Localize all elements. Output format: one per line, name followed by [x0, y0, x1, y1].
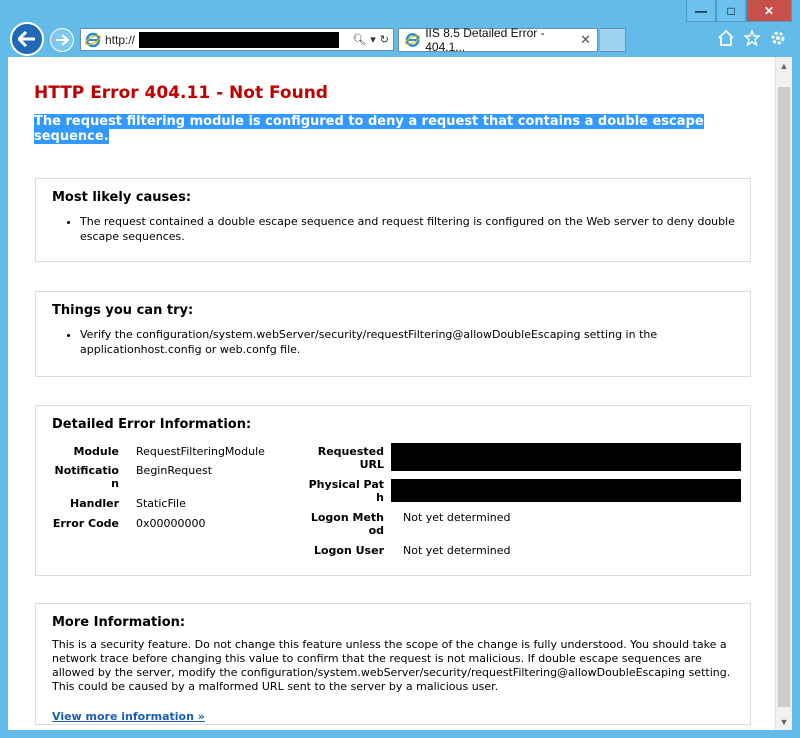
maximize-button[interactable]: □ — [716, 0, 746, 22]
address-bar[interactable] — [80, 28, 394, 51]
handler-label: Handler — [70, 497, 119, 510]
more-body: This is a security feature. Do not change this feature unless the scope of the change is fully understood. You should take a network trace before changing this value to confirm that the request is not malicious. If double escape sequences are allowed by the server, modify the configuration/system.webServer/security/requestFiltering@allowDoubleEscaping setting. This could be caused by a malformed URL sent to the server by a malicious user. — [52, 638, 731, 693]
ie-logo-icon — [85, 32, 101, 48]
scroll-down-icon[interactable]: ▼ — [779, 716, 789, 727]
error-code-value: 0x00000000 — [136, 517, 206, 530]
try-panel — [35, 291, 751, 377]
more-heading: More Information: — [52, 615, 186, 630]
toolbar-icons — [718, 29, 786, 47]
details-panel — [35, 405, 751, 576]
logon-method-value: Not yet determined — [403, 511, 511, 524]
list-item: • The request contained a double escape sequence and request filtering is configured on the Web server to deny double escape sequences. — [80, 214, 736, 244]
address-tools — [352, 33, 393, 46]
page-viewport — [8, 57, 792, 730]
notification-value: BeginRequest — [136, 464, 213, 477]
list-item: • Verify the configuration/system.webServer/security/requestFiltering@allowDoubleEscaping setting in the applicationhost.config or web.confg file. — [80, 327, 736, 357]
causes-list — [80, 214, 736, 244]
module-label: Module — [73, 445, 119, 458]
more-info-panel — [35, 603, 751, 725]
error-page — [8, 57, 775, 730]
causes-heading: Most likely causes: — [52, 190, 192, 205]
home-icon[interactable] — [718, 29, 734, 47]
arrow-left-icon — [18, 31, 36, 47]
forward-button[interactable] — [50, 28, 74, 52]
try-list — [80, 327, 736, 357]
address-text: http:// — [105, 32, 136, 47]
logon-method-label: Logon Meth od — [310, 511, 384, 537]
favorites-star-icon[interactable] — [744, 29, 760, 47]
dropdown-icon[interactable]: ▾ — [370, 34, 376, 46]
arrow-right-icon — [55, 34, 69, 46]
vertical-scrollbar[interactable] — [775, 57, 792, 730]
redacted-physical-path — [391, 479, 741, 502]
causes-panel — [35, 178, 751, 262]
try-heading: Things you can try: — [52, 303, 194, 318]
minimize-button[interactable]: — — [686, 0, 716, 22]
redacted-url — [139, 32, 339, 48]
physical-path-label: Physical Pat h — [308, 478, 384, 504]
tab-close-icon[interactable]: ✕ — [580, 32, 591, 47]
window-controls — [686, 0, 792, 22]
logon-user-label: Logon User — [313, 544, 384, 557]
close-window-button[interactable]: ✕ — [746, 0, 792, 22]
module-value: RequestFilteringModule — [136, 445, 265, 458]
selected-text: The request filtering module is configured to deny a request that contains a double escape sequence. — [34, 114, 704, 144]
back-button[interactable] — [10, 22, 44, 56]
scroll-thumb[interactable] — [778, 87, 790, 707]
tab-title: IIS 8.5 Detailed Error - 404.1... — [425, 26, 545, 54]
browser-tab[interactable] — [398, 28, 598, 52]
details-table — [36, 406, 752, 577]
ie-logo-icon — [405, 32, 420, 48]
error-code-label: Error Code — [52, 517, 119, 530]
error-subtitle — [34, 114, 734, 144]
search-icon[interactable]: 🔍︎ — [352, 34, 367, 46]
refresh-icon[interactable]: ↻ — [379, 34, 389, 46]
new-tab-button[interactable] — [600, 28, 626, 52]
notification-label: Notificatio n — [54, 464, 119, 490]
view-more-link[interactable]: View more information » — [52, 710, 205, 723]
details-heading: Detailed Error Information: — [52, 417, 252, 432]
page-title: HTTP Error 404.11 - Not Found — [34, 83, 328, 103]
redacted-requested-url — [391, 443, 741, 471]
requested-url-label: Requested URL — [317, 445, 384, 471]
handler-value: StaticFile — [136, 497, 186, 510]
gear-icon[interactable] — [770, 29, 786, 47]
scroll-up-icon[interactable]: ▲ — [779, 60, 789, 71]
logon-user-value: Not yet determined — [403, 544, 511, 557]
